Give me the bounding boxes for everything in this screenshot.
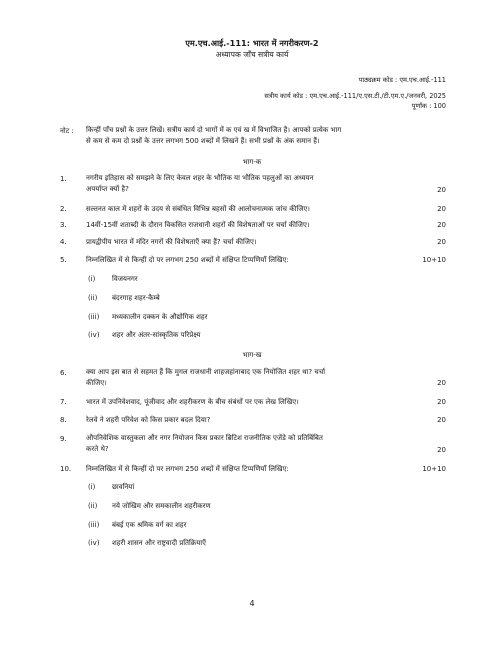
question-marks: 20 [437,379,446,387]
question-text: क्या आप इस बात से सहमत हैं कि मुगल राजधानी शाहजहांनाबाद एक नियोजित शहर था? चर्चा [86,368,326,376]
page-number: 4 [249,599,255,608]
sub-item-text: मध्यकालीन दक्कन के औद्योगिक शहर [112,313,208,321]
question-number: 2. [60,205,67,213]
question-number: 5. [60,256,67,264]
sub-item-number: (iv) [88,331,100,339]
sub-item-text: विजयनगर [112,275,138,283]
question-text: 14वीं-15वीं शताब्दी के दौरान विकसित राजधानी शहरों की विशेषताओं पर चर्चा कीजिए। [86,221,310,229]
question-number: 8. [60,416,67,424]
sub-item-text: शहर और अंतर-सांस्कृतिक परिप्रेक्ष्य [112,331,201,339]
document-title: एम.एच.आई.-111: भारत में नगरीकरण-2 [185,38,319,48]
note-line-1: किन्हीं पाँच प्रश्नों के उत्तर लिखें। सत्रीय कार्य दो भागों में क एवं ख में विभाजित है। आपको प्रत्येक भाग [86,126,342,134]
question-marks: 20 [437,446,446,454]
question-text: प्रायद्वीपीय भारत में मंदिर नगरों की विशेषताएँ क्या हैं? चर्चा कीजिए। [86,238,257,246]
question-marks: 20 [437,238,446,246]
note-line-2: से कम से कम दो प्रश्नों के उत्तर लगभग 500 शब्दों में लिखने हैं। सभी प्रश्नों के अंक समान हैं। [86,137,320,145]
question-marks: 20 [437,186,446,194]
question-marks: 20 [437,416,446,424]
sub-item-number: (iv) [88,539,100,547]
question-number: 9. [60,435,67,443]
question-number: 1. [60,175,67,183]
sub-item-text: शहरी शासन और राष्ट्रवादी प्रतिक्रियाएँ [112,539,206,547]
question-number: 3. [60,221,67,229]
sub-item-text: नये जोखिम और समकालीन शहरीकरण [112,502,211,510]
question-number: 6. [60,369,67,377]
section-b-heading: भाग-ख [242,351,262,359]
question-marks: 20 [437,205,446,213]
question-number: 10. [60,465,72,473]
question-number: 4. [60,238,67,246]
course-code: पाठ्यक्रम कोड : एम.एच.आई.-111 [358,76,446,84]
question-text: सल्तनत काल में शहरों के उदय से संबंधित विभिन्न बहसों की आलोचनात्मक जांच कीजिए। [86,205,310,213]
sub-item-text: बंबई एक श्रमिक वर्ग का शहर [112,521,187,529]
question-text-cont: करते थे? [86,445,109,453]
sub-item-number: (i) [88,275,96,283]
section-a-heading: भाग-क [242,158,262,166]
question-text: निम्नलिखित में से किन्हीं दो पर लगभग 250 शब्दों में संक्षिप्त टिप्पणियाँ लिखिए: [86,256,289,264]
assignment-code: सत्रीय कार्य कोड : एम.एच.आई.-111/ए.एस.टी./टी.एम.ए./जनवरी, 2025 [264,92,446,100]
question-marks: 20 [437,221,446,229]
question-text: निम्नलिखित में से किन्हीं दो पर लगभग 250 शब्दों में संक्षिप्त टिप्पणियाँ लिखिए: [86,465,289,473]
question-text: रेलवे ने शहरी परिवेश को किस प्रकार बदल दिया? [86,416,211,424]
question-marks: 10+10 [422,256,446,264]
question-marks: 20 [437,398,446,406]
question-text: भारत में उपनिवेशवाद, पूंजीवाद और शहरीकरण के बीच संबंधों पर एक लेख लिखिए। [86,398,299,406]
sub-item-number: (iii) [88,521,100,529]
question-marks: 10+10 [422,465,446,473]
document-subtitle: अध्यापक जाँच सत्रीय कार्य [215,50,289,59]
sub-item-number: (ii) [88,294,98,302]
sub-item-number: (ii) [88,502,98,510]
note-label: नोट : [60,127,74,135]
sub-item-text: बंदरगाह शहर-कैम्बे [112,294,160,302]
question-text: नगरीय इतिहास को समझने के लिए केवल शहर के भौतिक या भौतिक पहलुओं का अध्ययन [86,174,314,182]
sub-item-number: (iii) [88,313,100,321]
question-text: औपनिवेशिक वास्तुकला और नगर नियोजन किस प्रकार ब्रिटिश राजनीतिक एजेंडे को प्रतिबिंबित [86,434,323,442]
sub-item-number: (i) [88,483,96,491]
question-text-cont: अपर्याप्त क्यों है? [86,185,129,193]
max-marks: पूर्णांक : 100 [411,102,446,110]
sub-item-text: छावनियां [112,483,135,491]
question-text-cont: कीजिए। [86,379,107,387]
question-number: 7. [60,398,67,406]
